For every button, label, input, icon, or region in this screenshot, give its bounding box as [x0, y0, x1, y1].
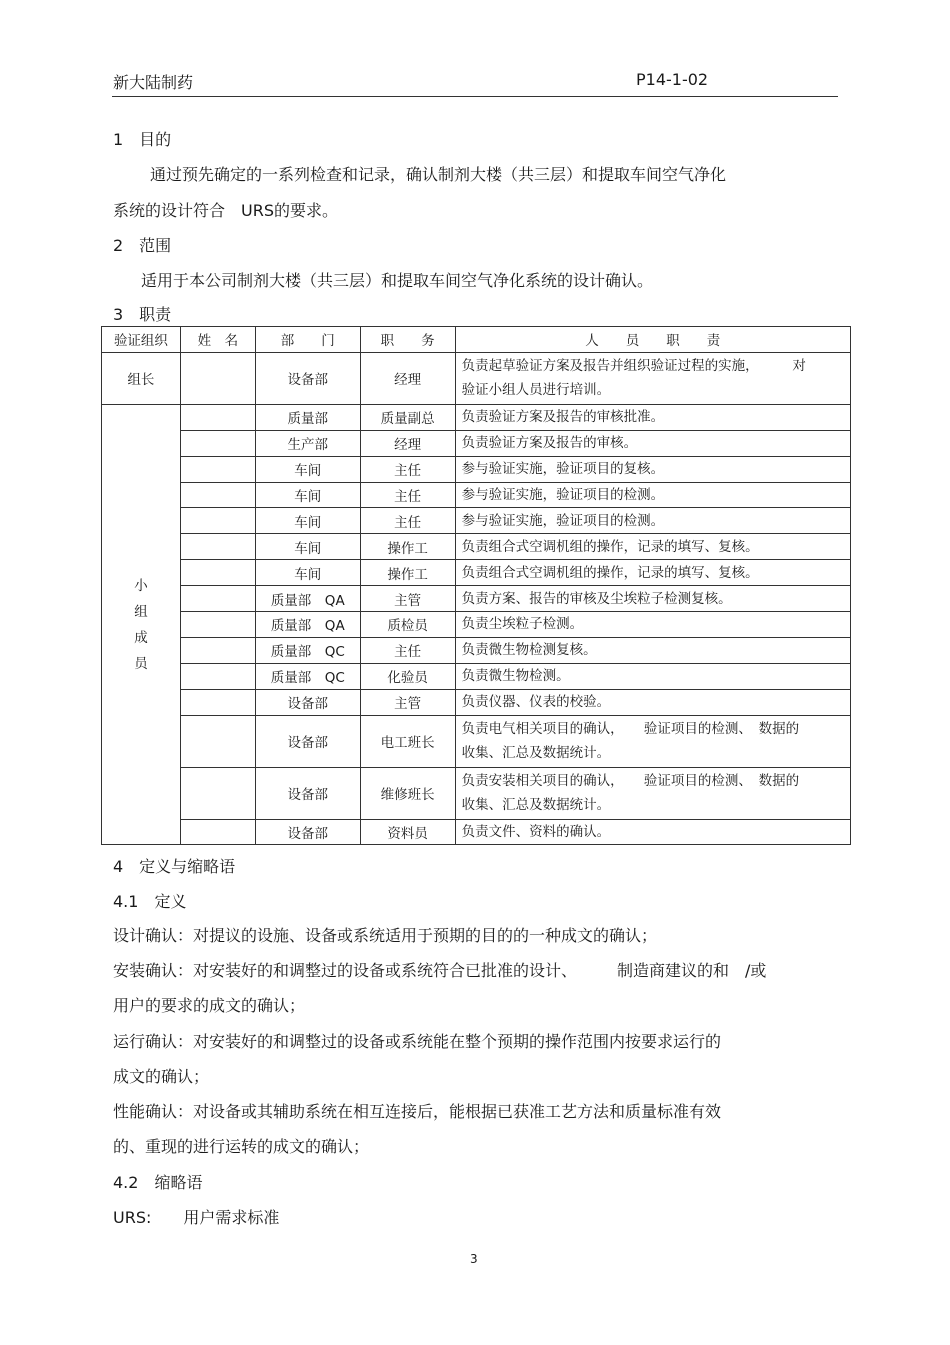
cell-dept: 设备部 — [255, 767, 360, 819]
cell-dept: 质量部 QA — [255, 586, 360, 612]
cell-name — [180, 663, 255, 689]
cell-dept: 质量部 — [255, 404, 360, 430]
duty-line: 收集、汇总及数据统计。 — [461, 745, 611, 762]
cell-dept: 质量部 QC — [255, 663, 360, 689]
table-row — [102, 663, 851, 689]
table-row — [102, 430, 851, 456]
cell-duty: 负责文件、资料的确认。 — [455, 819, 850, 845]
cell-name — [180, 560, 255, 586]
cell-title: 化验员 — [360, 663, 455, 689]
cell-duty — [455, 767, 850, 819]
cell-duty — [455, 715, 850, 767]
cell-title: 资料员 — [360, 819, 455, 845]
table-row — [102, 456, 851, 482]
header-org: 验证组织 — [102, 327, 181, 353]
member-label-char: 小 — [134, 577, 148, 594]
cell-dept: 设备部 — [255, 819, 360, 845]
cell-name — [180, 767, 255, 819]
table-row — [102, 637, 851, 663]
cell-duty: 负责验证方案及报告的审核。 — [455, 430, 850, 456]
header-company: 新大陆制药 — [113, 73, 194, 92]
cell-name — [180, 352, 255, 404]
cell-name — [180, 482, 255, 508]
header-name: 姓 名 — [180, 327, 255, 353]
definition-install-line-1: 安装确认：对安装好的和调整过的设备或系统符合已批准的设计、 制造商建议的和 /或 — [113, 961, 767, 980]
definition-design: 设计确认：对提议的设施、设备或系统适用于预期的目的的一种成文的确认； — [113, 926, 658, 945]
table-row — [102, 689, 851, 715]
member-label-char: 成 — [134, 629, 148, 646]
cell-title: 经理 — [360, 352, 455, 404]
header-duty: 人 员 职 责 — [455, 327, 850, 353]
section-3-title: 3 职责 — [113, 305, 172, 324]
section-1-line-2: 系统的设计符合 URS的要求。 — [113, 201, 338, 220]
table-header-row — [102, 327, 851, 353]
cell-title: 主任 — [360, 456, 455, 482]
member-label-char: 员 — [134, 655, 148, 672]
table-row — [102, 534, 851, 560]
cell-dept: 设备部 — [255, 689, 360, 715]
cell-dept: 车间 — [255, 482, 360, 508]
table-row — [102, 767, 851, 819]
cell-duty: 负责组合式空调机组的操作，记录的填写、复核。 — [455, 560, 850, 586]
section-1-line-1: 通过预先确定的一系列检查和记录，确认制剂大楼（共三层）和提取车间空气净化 — [150, 165, 727, 184]
cell-title: 电工班长 — [360, 715, 455, 767]
duty-line: 负责电气相关项目的确认， 验证项目的检测、 数据的 — [461, 721, 800, 738]
cell-title: 操作工 — [360, 560, 455, 586]
cell-dept: 车间 — [255, 560, 360, 586]
header-divider — [112, 96, 838, 97]
cell-org-members — [102, 404, 181, 845]
table-row — [102, 715, 851, 767]
cell-dept: 质量部 QC — [255, 637, 360, 663]
duty-line: 验证小组人员进行培训。 — [461, 382, 611, 399]
cell-duty: 负责尘埃粒子检测。 — [455, 612, 850, 638]
cell-title: 主任 — [360, 508, 455, 534]
definition-performance-line-1: 性能确认：对设备或其辅助系统在相互连接后，能根据已获准工艺方法和质量标准有效 — [113, 1102, 722, 1121]
section-4-title: 4 定义与缩略语 — [113, 857, 236, 876]
cell-duty: 负责仪器、仪表的校验。 — [455, 689, 850, 715]
header-title: 职 务 — [360, 327, 455, 353]
definition-operation-line-1: 运行确认：对安装好的和调整过的设备或系统能在整个预期的操作范围内按要求运行的 — [113, 1032, 722, 1051]
cell-duty: 参与验证实施，验证项目的复核。 — [455, 456, 850, 482]
duty-line: 负责安装相关项目的确认， 验证项目的检测、 数据的 — [461, 773, 800, 790]
cell-title: 质检员 — [360, 612, 455, 638]
cell-dept: 设备部 — [255, 715, 360, 767]
cell-title: 操作工 — [360, 534, 455, 560]
cell-name — [180, 612, 255, 638]
cell-duty: 参与验证实施，验证项目的检测。 — [455, 482, 850, 508]
definition-install-line-2: 用户的要求的成文的确认； — [113, 996, 306, 1015]
cell-name — [180, 430, 255, 456]
table-row-leader — [102, 352, 851, 404]
header-dept: 部 门 — [255, 327, 360, 353]
cell-name — [180, 715, 255, 767]
table-row — [102, 819, 851, 845]
cell-org-leader: 组长 — [102, 352, 181, 404]
cell-name — [180, 586, 255, 612]
cell-name — [180, 508, 255, 534]
table-row — [102, 560, 851, 586]
cell-dept: 车间 — [255, 534, 360, 560]
cell-title: 主任 — [360, 482, 455, 508]
table-row — [102, 404, 851, 430]
section-1-title: 1 目的 — [113, 130, 172, 149]
cell-duty: 负责组合式空调机组的操作，记录的填写、复核。 — [455, 534, 850, 560]
page-number: 3 — [470, 1252, 478, 1266]
duty-line: 负责起草验证方案及报告并组织验证过程的实施， 对 — [461, 358, 806, 375]
cell-duty — [455, 352, 850, 404]
table-row — [102, 508, 851, 534]
section-2-line-1: 适用于本公司制剂大楼（共三层）和提取车间空气净化系统的设计确认。 — [141, 271, 654, 290]
table-row — [102, 586, 851, 612]
cell-duty: 参与验证实施，验证项目的检测。 — [455, 508, 850, 534]
cell-dept: 生产部 — [255, 430, 360, 456]
cell-name — [180, 819, 255, 845]
member-label-char: 组 — [134, 603, 148, 620]
header-doc-code: P14-1-02 — [636, 70, 709, 89]
cell-title: 主管 — [360, 586, 455, 612]
section-4-2-title: 4.2 缩略语 — [113, 1173, 203, 1192]
cell-title: 质量副总 — [360, 404, 455, 430]
cell-title: 主任 — [360, 637, 455, 663]
cell-dept: 质量部 QA — [255, 612, 360, 638]
section-4-1-title: 4.1 定义 — [113, 892, 187, 911]
definition-operation-line-2: 成文的确认； — [113, 1067, 210, 1086]
cell-name — [180, 689, 255, 715]
cell-duty: 负责验证方案及报告的审核批准。 — [455, 404, 850, 430]
cell-name — [180, 534, 255, 560]
section-2-title: 2 范围 — [113, 236, 172, 255]
definition-performance-line-2: 的、重现的进行运转的成文的确认； — [113, 1137, 370, 1156]
table-row — [102, 482, 851, 508]
cell-name — [180, 456, 255, 482]
duty-line: 收集、汇总及数据统计。 — [461, 797, 611, 814]
cell-title: 经理 — [360, 430, 455, 456]
cell-dept: 车间 — [255, 508, 360, 534]
cell-title: 主管 — [360, 689, 455, 715]
cell-name — [180, 404, 255, 430]
responsibility-table — [101, 326, 851, 845]
cell-duty: 负责方案、报告的审核及尘埃粒子检测复核。 — [455, 586, 850, 612]
abbreviation-urs: URS: 用户需求标准 — [113, 1208, 280, 1227]
cell-duty: 负责微生物检测复核。 — [455, 637, 850, 663]
cell-title: 维修班长 — [360, 767, 455, 819]
cell-name — [180, 637, 255, 663]
cell-duty: 负责微生物检测。 — [455, 663, 850, 689]
cell-dept: 车间 — [255, 456, 360, 482]
cell-dept: 设备部 — [255, 352, 360, 404]
table-row — [102, 612, 851, 638]
